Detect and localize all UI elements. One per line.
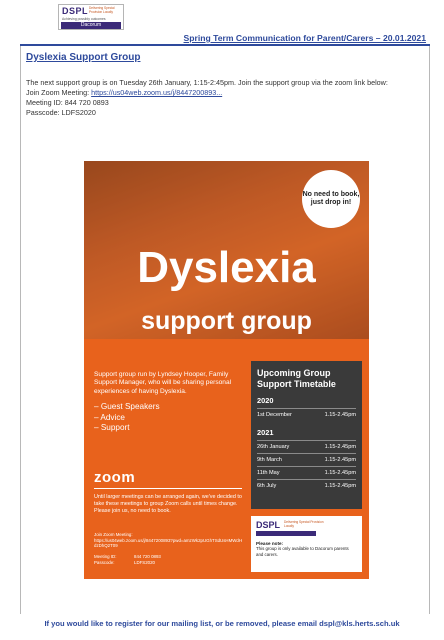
- poster-intro-block: [94, 371, 244, 434]
- card-logo-bar: [256, 531, 316, 536]
- poster-meeting-id-value: 844 720 0893: [134, 554, 161, 559]
- logo-side-text: Delivering Special Provision Locally: [89, 6, 115, 14]
- zoom-link[interactable]: https://us04web.zoom.us/j/8447200893...: [91, 88, 223, 97]
- poster-meeting-id-label: Meeting ID:: [94, 554, 117, 559]
- join-label: Join Zoom Meeting:: [26, 88, 92, 97]
- zoom-logo: zoom: [94, 469, 136, 486]
- dspl-note-card: [251, 516, 362, 572]
- intro-line: [26, 78, 426, 88]
- passcode: Passcode: LDFS2020: [26, 108, 96, 117]
- timetable-panel: [251, 361, 362, 509]
- timetable-date: 6th July: [257, 483, 277, 489]
- timetable-date: 1st December: [257, 412, 292, 418]
- timetable-time: 1.15-2.45pm: [324, 470, 356, 476]
- poster-join-block: [94, 532, 244, 549]
- timetable-row: [257, 408, 356, 421]
- dspl-logo: [58, 4, 124, 30]
- section-body: [26, 78, 426, 118]
- timetable-time: 1.15-2.45pm: [324, 412, 356, 418]
- logo-main-text: DSPL: [62, 6, 89, 16]
- card-logo-text: DSPL: [256, 520, 281, 530]
- zoom-description: Until larger meetings can be arranged again, we've decided to take these meetings to group Zoom calls until times change. Please join us, no need to book.: [94, 494, 242, 514]
- logo-tagline: Achieving possibly outcomes: [62, 17, 106, 21]
- timetable-year: 2021: [257, 428, 274, 437]
- poster-title: Dyslexia: [137, 243, 316, 292]
- logo-bar: Dacorum: [61, 22, 121, 29]
- timetable-row: [257, 453, 356, 466]
- card-note: This group is only available to Dacorum parents and carers.: [256, 546, 349, 557]
- timetable-time: 1.15-2.45pm: [324, 483, 356, 489]
- meeting-id: Meeting ID: 844 720 0893: [26, 98, 109, 107]
- timetable-time: 1.15-2.45pm: [324, 444, 356, 450]
- card-logo-side: Delivering Special Provision Locally: [284, 520, 324, 528]
- bullet-item: – Support: [94, 423, 244, 434]
- intro-text: The next support group is on Tuesday 26th January, 1:15-2:45pm. Join the support group via the zoom link below:: [26, 78, 388, 87]
- timetable-date: 26th January: [257, 444, 290, 450]
- poster-intro: Support group run by Lyndsey Hooper, Family Support Manager, who will be sharing personal experiences of having Dyslexia.: [94, 371, 232, 395]
- zoom-divider: [94, 488, 242, 489]
- poster-join-heading: Join Zoom Meeting:: [94, 532, 133, 537]
- bullet-item: – Guest Speakers: [94, 402, 244, 413]
- page-title: Spring Term Communication for Parent/Carers – 20.01.2021: [183, 33, 426, 43]
- timetable-date: 11th May: [257, 470, 280, 476]
- header-divider: [20, 44, 430, 46]
- dyslexia-poster: [84, 161, 369, 579]
- drop-in-bubble: No need to book, just drop in!: [302, 170, 360, 228]
- right-border: [429, 46, 430, 614]
- card-note-heading: Please note:: [256, 541, 284, 546]
- poster-passcode-label: Passcode:: [94, 559, 115, 565]
- timetable-row: [257, 466, 356, 479]
- poster-meeting-ids: [94, 554, 161, 566]
- timetable-row: [257, 440, 356, 453]
- timetable-title: Upcoming Group Support Timetable: [257, 368, 336, 389]
- poster-subtitle: support group: [141, 307, 312, 335]
- timetable-row: [257, 479, 356, 492]
- timetable-year: 2020: [257, 396, 274, 405]
- timetable-time: 1.15-2.45pm: [324, 457, 356, 463]
- poster-passcode-value: LDFS2020: [134, 559, 155, 565]
- join-line: [26, 88, 426, 98]
- timetable-date: 9th March: [257, 457, 282, 463]
- poster-join-url: https://us04web.zoom.us/j/8447200893?pwd=amzWk2pUGhTSdUsHMWdHdzDhQ2T09: [94, 537, 243, 549]
- poster-bullets: [94, 402, 244, 434]
- bullet-item: – Advice: [94, 413, 244, 424]
- section-title: Dyslexia Support Group: [26, 52, 141, 63]
- mailing-list-footer: If you would like to register for our mailing list, or be removed, please email dspl@kls.herts.sch.uk: [44, 619, 400, 628]
- left-border: [20, 46, 21, 614]
